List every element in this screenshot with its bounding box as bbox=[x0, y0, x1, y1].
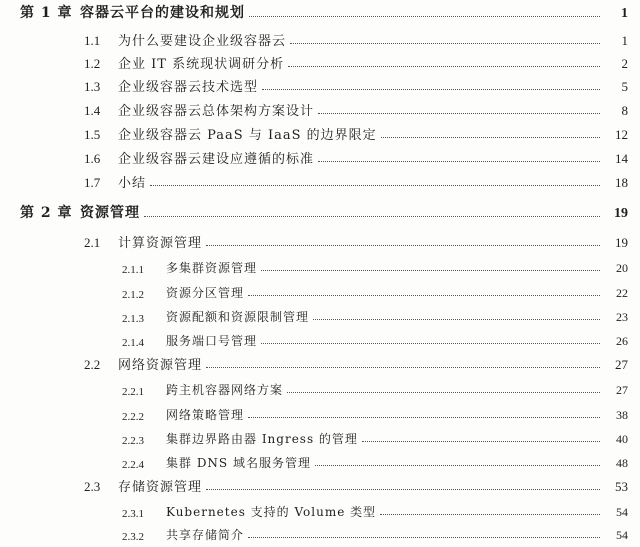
dot-leader bbox=[288, 66, 600, 67]
toc-chapter-2 bbox=[0, 200, 640, 222]
toc-title: 企业 IT 系统现状调研分析 bbox=[118, 57, 285, 72]
toc-page-number: 27 bbox=[615, 357, 628, 372]
toc-page-number: 38 bbox=[616, 408, 628, 422]
toc-number: 2.1.3 bbox=[122, 313, 144, 325]
toc-page-number: 12 bbox=[615, 127, 628, 142]
toc-title: 资源管理 bbox=[80, 205, 140, 221]
toc-subsection-2-2-1 bbox=[0, 376, 640, 398]
toc-number: 2.1.4 bbox=[122, 337, 144, 349]
toc-subsection-2-3-1 bbox=[0, 498, 640, 520]
toc-number: 2.1.1 bbox=[122, 264, 144, 276]
toc-section-2-2 bbox=[0, 351, 640, 373]
toc-section-2-1 bbox=[0, 229, 640, 251]
toc-title: 存储资源管理 bbox=[118, 480, 203, 495]
toc-page-number: 53 bbox=[615, 479, 628, 494]
toc-section-1-7 bbox=[0, 169, 640, 191]
toc-page-number: 1 bbox=[621, 33, 628, 48]
dot-leader bbox=[381, 137, 600, 138]
dot-leader bbox=[313, 319, 600, 320]
toc-subsection-2-1-4 bbox=[0, 327, 640, 349]
toc-page-number: 5 bbox=[621, 79, 628, 94]
toc-section-2-3 bbox=[0, 473, 640, 495]
toc-page-number: 19 bbox=[614, 206, 628, 221]
toc-number: 2.3.2 bbox=[122, 531, 144, 543]
toc-subsection-2-2-2 bbox=[0, 401, 640, 423]
toc-page-number: 40 bbox=[616, 432, 628, 446]
toc-number: 1.5 bbox=[84, 127, 101, 142]
toc-number: 1.7 bbox=[84, 175, 101, 190]
toc-section-1-4 bbox=[0, 97, 640, 119]
toc-page-number: 26 bbox=[616, 334, 628, 348]
toc-title: 集群 DNS 域名服务管理 bbox=[166, 456, 311, 470]
toc-title: 计算资源管理 bbox=[118, 236, 203, 251]
toc-number: 2.2.3 bbox=[122, 435, 144, 447]
toc-section-1-1 bbox=[0, 27, 640, 49]
toc-number: 1.3 bbox=[84, 79, 101, 94]
toc-title: 企业级容器云建设应遵循的标准 bbox=[118, 152, 315, 167]
toc-title: 容器云平台的建设和规划 bbox=[80, 5, 245, 21]
dot-leader bbox=[249, 16, 600, 17]
toc-page-number: 48 bbox=[616, 456, 628, 470]
toc-number: 2.2.1 bbox=[122, 386, 144, 398]
dot-leader bbox=[318, 161, 600, 162]
dot-leader bbox=[318, 113, 600, 114]
toc-section-1-2 bbox=[0, 50, 640, 72]
toc-title: 资源配额和资源限制管理 bbox=[166, 310, 310, 324]
dot-leader bbox=[290, 43, 600, 44]
toc-chapter-1 bbox=[0, 0, 640, 22]
toc-title: 共享存储简介 bbox=[166, 528, 245, 542]
toc-number: 2.1 bbox=[84, 235, 101, 250]
toc-number: 1.1 bbox=[84, 33, 101, 48]
toc-page-number: 8 bbox=[621, 103, 628, 118]
toc-section-1-3 bbox=[0, 73, 640, 95]
toc-number: 2.1.2 bbox=[122, 289, 144, 301]
dot-leader bbox=[261, 343, 600, 344]
toc-number: 1.4 bbox=[84, 103, 101, 118]
toc-number: 1.6 bbox=[84, 151, 101, 166]
toc-title: 为什么要建设企业级容器云 bbox=[118, 34, 287, 49]
toc-subsection-2-2-4 bbox=[0, 449, 640, 471]
toc-number: 2.2.4 bbox=[122, 459, 144, 471]
dot-leader bbox=[206, 489, 600, 490]
toc-title: 企业级容器云技术选型 bbox=[118, 80, 259, 95]
toc-page-number: 19 bbox=[615, 235, 628, 250]
toc-section-1-5 bbox=[0, 121, 640, 143]
toc-section-1-6 bbox=[0, 145, 640, 167]
toc-subsection-2-1-3 bbox=[0, 303, 640, 325]
toc-number: 2.2.2 bbox=[122, 411, 144, 423]
toc-page-number: 54 bbox=[616, 505, 628, 519]
dot-leader bbox=[150, 185, 600, 186]
toc-page-number: 1 bbox=[621, 6, 628, 21]
toc-page-number: 14 bbox=[615, 151, 628, 166]
dot-leader bbox=[248, 295, 600, 296]
toc-title: 多集群资源管理 bbox=[166, 261, 258, 275]
dot-leader bbox=[380, 514, 600, 515]
dot-leader bbox=[287, 392, 600, 393]
dot-leader bbox=[362, 441, 600, 442]
toc-number: 2.2 bbox=[84, 357, 101, 372]
toc-page-number: 23 bbox=[616, 310, 628, 324]
toc-subsection-2-3-2 bbox=[0, 521, 640, 543]
toc-title: Kubernetes 支持的 Volume 类型 bbox=[166, 505, 377, 519]
toc-title: 跨主机容器网络方案 bbox=[166, 383, 284, 397]
toc-title: 集群边界路由器 Ingress 的管理 bbox=[166, 432, 358, 446]
toc-number: 1.2 bbox=[84, 56, 101, 71]
dot-leader bbox=[315, 465, 600, 466]
toc-page-number: 54 bbox=[616, 528, 628, 542]
toc-page-number: 2 bbox=[621, 56, 628, 71]
toc-title: 网络资源管理 bbox=[118, 358, 203, 373]
toc-number: 第 2 章 bbox=[20, 205, 73, 221]
toc-title: 企业级容器云 PaaS 与 IaaS 的边界限定 bbox=[118, 128, 377, 143]
toc-page-number: 27 bbox=[616, 383, 628, 397]
toc-number: 2.3 bbox=[84, 479, 101, 494]
dot-leader bbox=[261, 270, 600, 271]
toc-title: 网络策略管理 bbox=[166, 408, 245, 422]
toc-subsection-2-2-3 bbox=[0, 425, 640, 447]
toc-page-number: 18 bbox=[615, 175, 628, 190]
toc-page-number: 20 bbox=[616, 261, 628, 275]
toc-title: 服务端口号管理 bbox=[166, 334, 258, 348]
toc-subsection-2-1-1 bbox=[0, 254, 640, 276]
dot-leader bbox=[206, 245, 600, 246]
dot-leader bbox=[206, 367, 600, 368]
toc-subsection-2-1-2 bbox=[0, 279, 640, 301]
toc-number: 2.3.1 bbox=[122, 508, 144, 520]
toc-number: 第 1 章 bbox=[20, 5, 73, 21]
toc-page-number: 22 bbox=[616, 286, 628, 300]
dot-leader bbox=[248, 417, 600, 418]
dot-leader bbox=[248, 537, 600, 538]
dot-leader bbox=[144, 216, 600, 217]
toc-title: 企业级容器云总体架构方案设计 bbox=[118, 104, 315, 119]
toc-title: 小结 bbox=[118, 176, 147, 191]
dot-leader bbox=[262, 89, 600, 90]
toc-title: 资源分区管理 bbox=[166, 286, 245, 300]
